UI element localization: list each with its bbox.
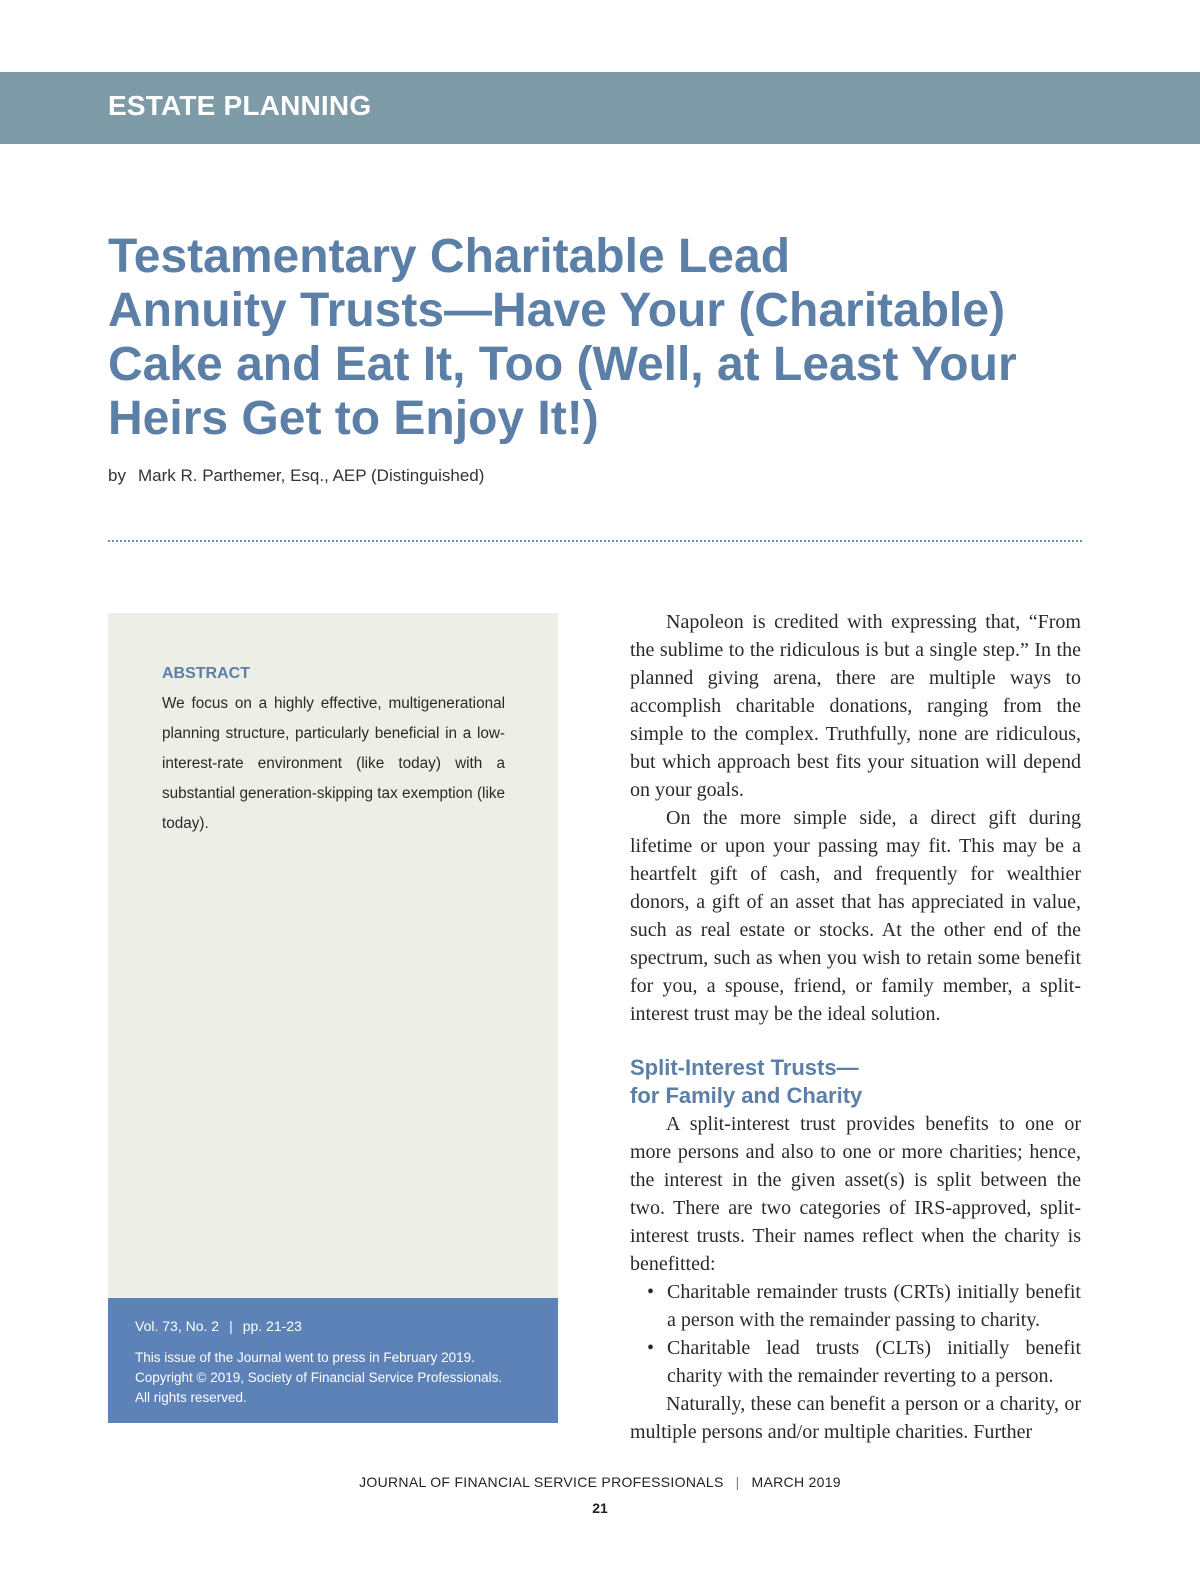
section-label: ESTATE PLANNING (108, 90, 372, 121)
title-line: Heirs Get to Enjoy It!) (108, 392, 599, 445)
footer-separator: | (735, 1474, 740, 1490)
publication-info-box (108, 1298, 558, 1423)
abstract-box (108, 613, 558, 1298)
volume-line (135, 1318, 302, 1334)
abstract-heading: ABSTRACT (162, 665, 250, 682)
page-range: pp. 21-23 (242, 1318, 302, 1334)
author-name: Mark R. Parthemer, Esq., AEP (Distinguished) (137, 466, 485, 485)
bullet-item: • Charitable lead trusts (CLTs) initially benefit charity with the remainder reverting to a person. (667, 1334, 1081, 1390)
title-line: Testamentary Charitable Lead (108, 230, 791, 283)
volume-separator: | (229, 1318, 233, 1334)
title-line: Annuity Trusts—Have Your (Charitable) (108, 284, 1006, 337)
article-title (108, 230, 1058, 446)
bullet-list (630, 1278, 1081, 1390)
volume-number: Vol. 73, No. 2 (135, 1318, 220, 1334)
byline-prefix: by (108, 466, 126, 485)
body-paragraph: On the more simple side, a direct gift during lifetime or upon your passing may fit. This may be a heartfelt gift of cash, and frequently for wealthier donors, a gift of an asset that has appreciated in value, such as real estate or stocks. At the other end of the spectrum, such as when you wish to retain some benefit for you, a spouse, friend, or family member, a split-interest trust may be the ideal solution. (630, 807, 1081, 1025)
dotted-divider (108, 540, 1082, 542)
subheading (630, 1054, 1081, 1110)
subheading-line: for Family and Charity (630, 1083, 863, 1108)
bullet-item: • Charitable remainder trusts (CRTs) initially benefit a person with the remainder passing to charity. (667, 1278, 1081, 1334)
abstract-text: We focus on a highly effective, multigenerational planning structure, particularly beneficial in a low-interest-rate environment (like today) with a substantial generation-skipping tax exemption (like today). (162, 695, 505, 832)
press-line: This issue of the Journal went to press in February 2019. (135, 1350, 475, 1365)
page-footer (0, 1474, 1200, 1490)
byline (108, 466, 484, 486)
journal-name: JOURNAL OF FINANCIAL SERVICE PROFESSIONALS (359, 1474, 724, 1490)
copyright-line: Copyright © 2019, Society of Financial Service Professionals. (135, 1370, 503, 1385)
issue-date: MARCH 2019 (751, 1474, 841, 1490)
article-body (630, 608, 1081, 1446)
page-number: 21 (592, 1500, 608, 1516)
section-banner (0, 72, 1200, 144)
press-copyright-note (135, 1348, 545, 1408)
rights-line: All rights reserved. (135, 1390, 247, 1405)
body-paragraph: Napoleon is credited with expressing that, “From the sublime to the ridiculous is but a single step.” In the planned giving arena, there are multiple ways to accomplish charitable donations, ranging from the simple to the complex. Truthfully, none are ridiculous, but which approach best fits your situation will depend on your goals. (630, 611, 1081, 801)
subheading-line: Split-Interest Trusts— (630, 1055, 859, 1080)
title-line: Cake and Eat It, Too (Well, at Least Your (108, 338, 1017, 391)
body-paragraph: Naturally, these can benefit a person or a charity, or multiple persons and/or multiple charities. Further (630, 1393, 1081, 1443)
body-paragraph: A split-interest trust provides benefits to one or more persons and also to one or more charities; hence, the interest in the given asset(s) is split between the two. There are two categories of IRS-approved, split-interest trusts. Their names reflect when the charity is benefitted: (630, 1113, 1081, 1275)
